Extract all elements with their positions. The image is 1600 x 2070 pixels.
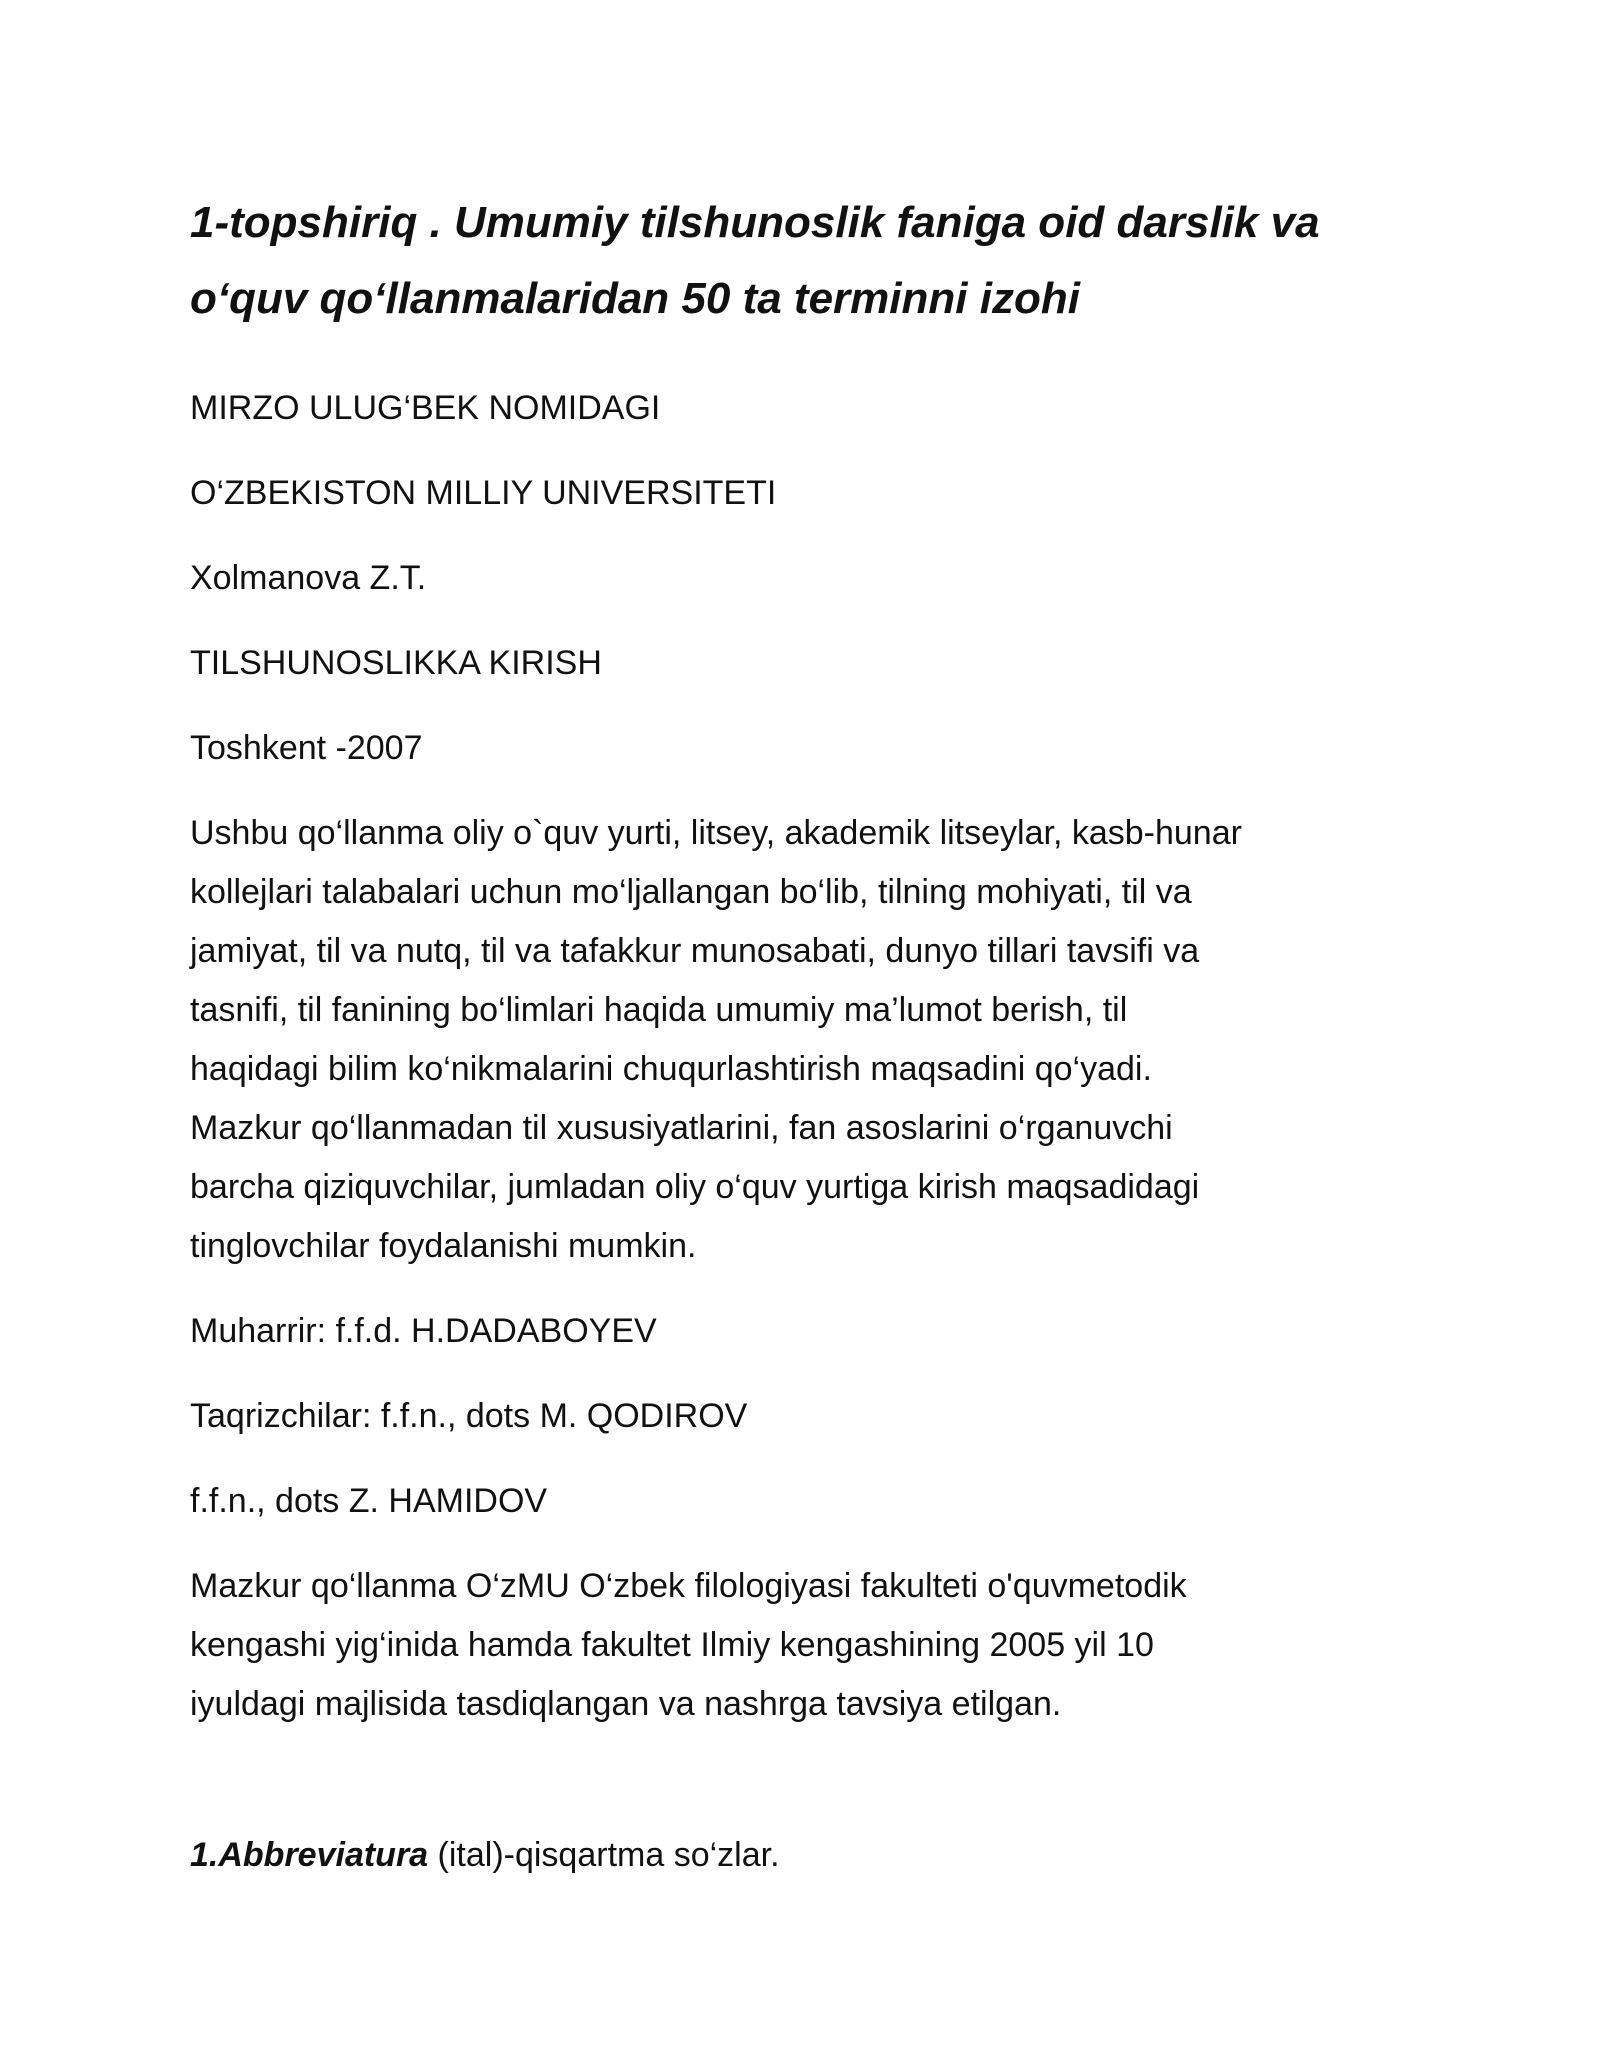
approval-paragraph [190, 1557, 1420, 1734]
abstract-line: haqidagi bilim ko‘nikmalarini chuqurlashtirish maqsadini qo‘yadi. [190, 1050, 1152, 1088]
approval-line: iyuldagi majlisida tasdiqlangan va nashrga tavsiya etilgan. [190, 1685, 1062, 1723]
term-entry-1 [190, 1826, 1420, 1885]
abstract-line: tinglovchilar foydalanishi mumkin. [190, 1227, 697, 1265]
title-line-2: o‘quv qo‘llanmalaridan 50 ta terminni izohi [190, 274, 1080, 323]
university-line-2: O‘ZBEKISTON MILLIY UNIVERSITETI [190, 474, 777, 512]
term-name: 1.Abbreviatura [190, 1836, 429, 1874]
editor-line: Muharrir: f.f.d. H.DADABOYEV [190, 1312, 657, 1350]
reviewer-line-1: Taqrizchilar: f.f.n., dots M. QODIROV [190, 1397, 748, 1435]
abstract-line: Mazkur qo‘llanmadan til xususiyatlarini, fan asoslarini o‘rganuvchi [190, 1109, 1173, 1147]
author: Xolmanova Z.T. [190, 559, 427, 597]
university-line-1: MIRZO ULUG‘BEK NOMIDAGI [190, 389, 661, 427]
document-title [190, 185, 1420, 337]
abstract-paragraph [190, 804, 1420, 1276]
abstract-line: tasnifi, til fanining bo‘limlari haqida umumiy ma’lumot berish, til [190, 991, 1128, 1029]
approval-line: Mazkur qo‘llanma O‘zMU O‘zbek filologiyasi fakulteti o'quvmetodik [190, 1567, 1187, 1605]
abstract-line: kollejlari talabalari uchun mo‘ljallangan bo‘lib, tilning mohiyati, til va [190, 873, 1192, 911]
term-definition: (ital)-qisqartma so‘zlar. [428, 1836, 780, 1874]
section-gap [190, 1760, 1420, 1826]
title-line-1: 1-topshiriq . Umumiy tilshunoslik faniga oid darslik va [190, 198, 1320, 247]
abstract-line: barcha qiziquvchilar, jumladan oliy o‘quv yurtiga kirish maqsadidagi [190, 1168, 1200, 1206]
reviewer-line-2: f.f.n., dots Z. HAMIDOV [190, 1482, 548, 1520]
city-year: Toshkent -2007 [190, 729, 423, 767]
approval-line: kengashi yig‘inida hamda fakultet Ilmiy kengashining 2005 yil 10 [190, 1626, 1154, 1664]
abstract-line: Ushbu qo‘llanma oliy o`quv yurti, litsey, akademik litseylar, kasb-hunar [190, 814, 1242, 852]
book-title: TILSHUNOSLIKKA KIRISH [190, 644, 602, 682]
abstract-line: jamiyat, til va nutq, til va tafakkur munosabati, dunyo tillari tavsifi va [190, 932, 1200, 970]
document-page [190, 185, 1420, 1911]
